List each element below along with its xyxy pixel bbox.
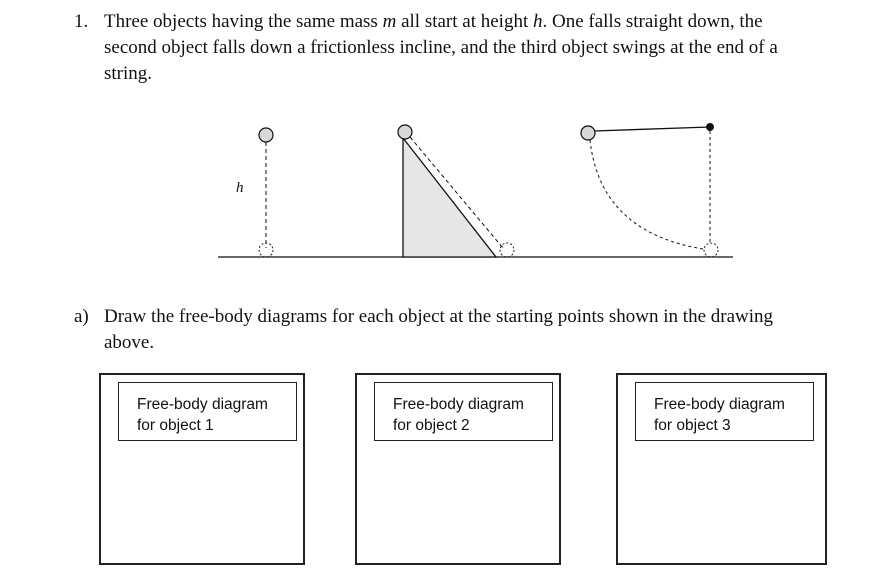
fbd-box-object-3[interactable]	[616, 373, 827, 565]
incline	[403, 138, 496, 257]
fbd-label-object-3	[635, 382, 814, 441]
height-symbol: h	[532, 11, 543, 32]
object-1-end-ball	[259, 243, 273, 257]
height-label: h	[236, 180, 244, 196]
fbd-label-1-line-1: Free-body diagram	[137, 396, 268, 413]
object-1-start-ball	[259, 128, 273, 142]
question-line-1-c: . One falls straight down, the	[542, 11, 763, 32]
fbd-label-object-2	[374, 382, 553, 441]
mass-symbol: m	[382, 11, 397, 32]
fbd-label-3-line-1: Free-body diagram	[654, 396, 785, 413]
fbd-box-object-2[interactable]	[355, 373, 561, 565]
object-2-start-ball	[398, 125, 412, 139]
question-number: 1.	[74, 11, 89, 32]
part-a-text	[104, 304, 834, 356]
fbd-label-object-1	[118, 382, 297, 441]
pendulum-pivot	[706, 123, 714, 131]
pendulum-string	[594, 127, 710, 131]
question-line-1-b: all start at height	[396, 11, 533, 32]
pendulum-swing-arc	[590, 140, 703, 249]
fbd-label-2-line-1: Free-body diagram	[393, 396, 524, 413]
object-3-start-ball	[581, 126, 595, 140]
fbd-label-1-line-2: for object 1	[137, 417, 214, 434]
part-a-line-1: Draw the free-body diagrams for each object at the starting points shown in the drawing	[104, 306, 774, 327]
question-line-1-a: Three objects having the same mass	[104, 11, 383, 32]
question-line-3: string.	[104, 63, 153, 84]
fbd-box-object-1[interactable]	[99, 373, 305, 565]
object-3-end-ball	[704, 243, 718, 257]
object-2-end-ball	[500, 243, 514, 257]
question-line-2: second object falls down a frictionless incline, and the third object swings at the end of a	[104, 37, 778, 58]
fbd-label-3-line-2: for object 3	[654, 417, 731, 434]
part-a-label: a)	[74, 306, 89, 327]
fbd-label-2-line-2: for object 2	[393, 417, 470, 434]
part-a-line-2: above.	[104, 332, 155, 353]
